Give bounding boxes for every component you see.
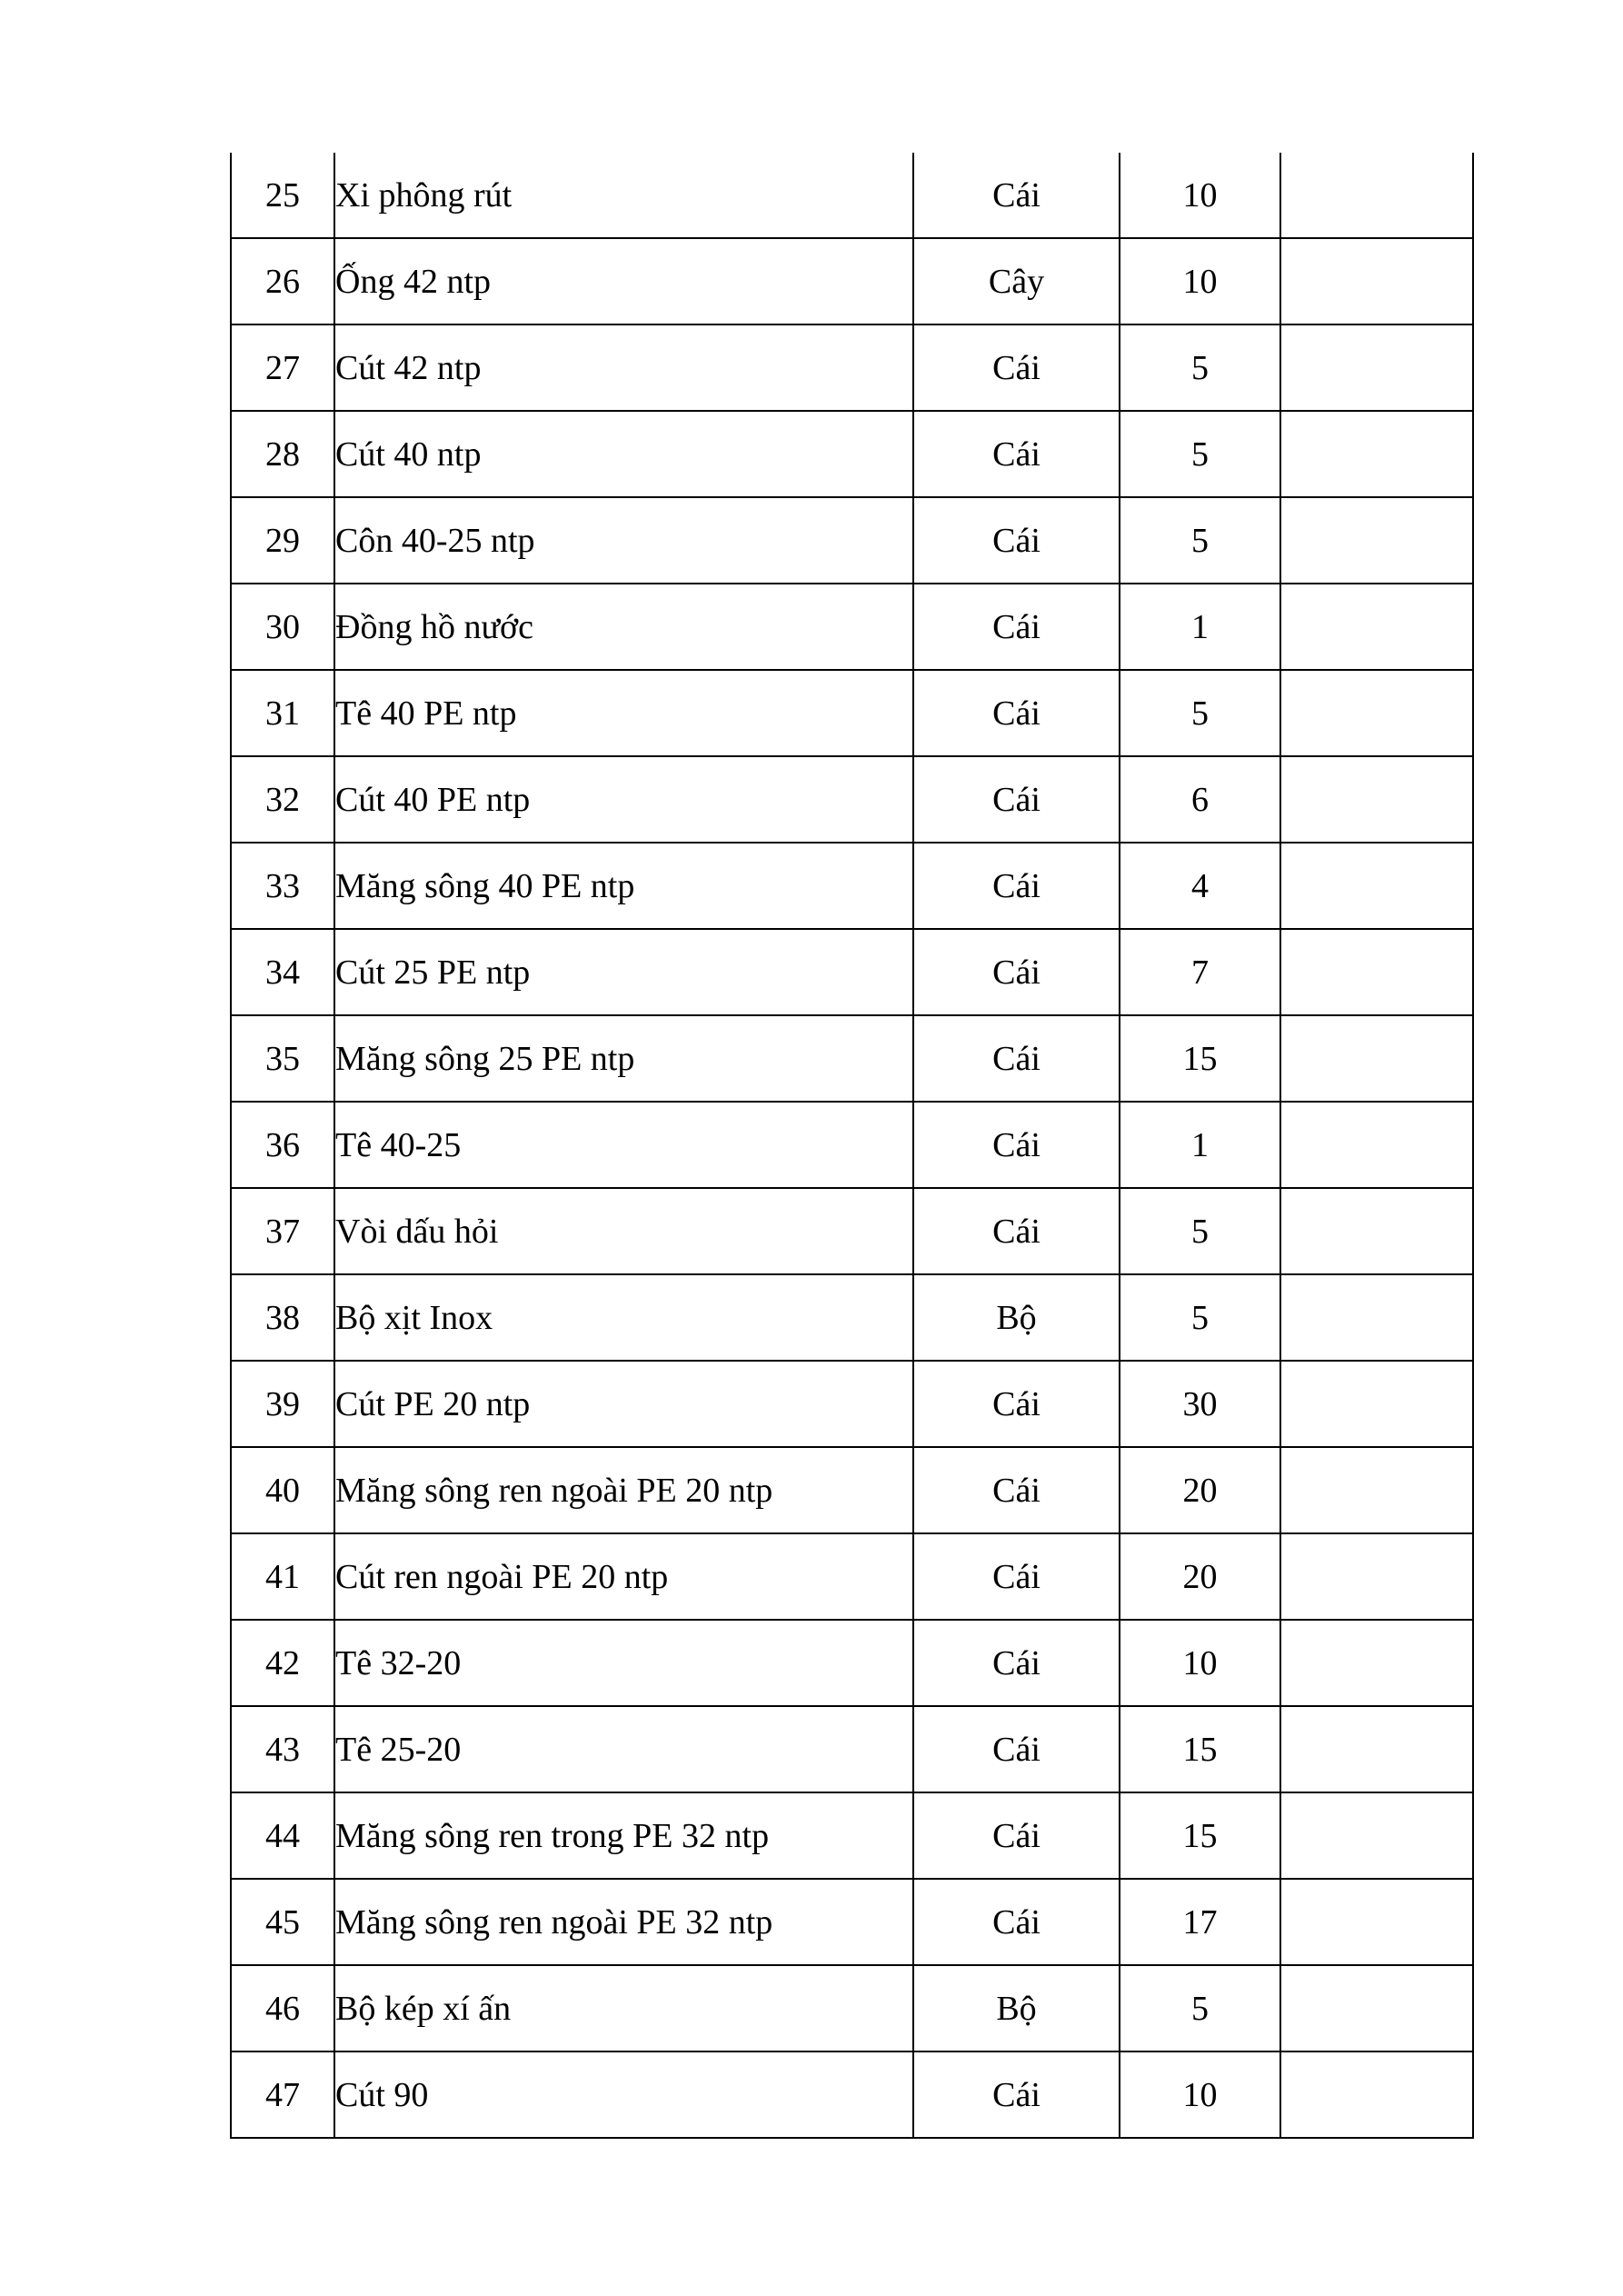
materials-table — [230, 153, 1474, 2139]
item-name-cell: Tê 40-25 — [334, 1102, 913, 1188]
table-row — [231, 238, 1473, 324]
note-cell — [1280, 1102, 1473, 1188]
item-name-cell: Ống 42 ntp — [334, 238, 913, 324]
note-cell — [1280, 756, 1473, 843]
note-cell — [1280, 1620, 1473, 1706]
table-row — [231, 1965, 1473, 2051]
unit-cell: Bộ — [913, 1274, 1120, 1361]
table-row — [231, 324, 1473, 411]
item-name-cell: Cút PE 20 ntp — [334, 1361, 913, 1447]
item-name-cell: Cút 40 PE ntp — [334, 756, 913, 843]
unit-cell: Cái — [913, 324, 1120, 411]
table-row — [231, 756, 1473, 843]
table-row — [231, 1620, 1473, 1706]
note-cell — [1280, 1792, 1473, 1879]
unit-cell: Cái — [913, 1620, 1120, 1706]
quantity-cell: 20 — [1120, 1447, 1280, 1533]
note-cell — [1280, 670, 1473, 756]
quantity-cell: 5 — [1120, 324, 1280, 411]
row-number-cell: 47 — [231, 2051, 334, 2138]
row-number-cell: 36 — [231, 1102, 334, 1188]
quantity-cell: 7 — [1120, 929, 1280, 1015]
unit-cell: Cái — [913, 756, 1120, 843]
quantity-cell: 15 — [1120, 1792, 1280, 1879]
table-row — [231, 153, 1473, 238]
quantity-cell: 10 — [1120, 1620, 1280, 1706]
table-row — [231, 1102, 1473, 1188]
note-cell — [1280, 843, 1473, 929]
row-number-cell: 30 — [231, 584, 334, 670]
unit-cell: Cái — [913, 1706, 1120, 1792]
item-name-cell: Măng sông 40 PE ntp — [334, 843, 913, 929]
item-name-cell: Cút 25 PE ntp — [334, 929, 913, 1015]
row-number-cell: 34 — [231, 929, 334, 1015]
quantity-cell: 5 — [1120, 1965, 1280, 2051]
quantity-cell: 5 — [1120, 497, 1280, 584]
table-row — [231, 670, 1473, 756]
row-number-cell: 35 — [231, 1015, 334, 1102]
table-row — [231, 1533, 1473, 1620]
quantity-cell: 1 — [1120, 1102, 1280, 1188]
unit-cell: Cái — [913, 1361, 1120, 1447]
item-name-cell: Cút 40 ntp — [334, 411, 913, 497]
unit-cell: Cái — [913, 2051, 1120, 2138]
table-row — [231, 584, 1473, 670]
unit-cell: Cái — [913, 1102, 1120, 1188]
note-cell — [1280, 1188, 1473, 1274]
table-row — [231, 1361, 1473, 1447]
quantity-cell: 5 — [1120, 1188, 1280, 1274]
unit-cell: Cái — [913, 843, 1120, 929]
item-name-cell: Đồng hồ nước — [334, 584, 913, 670]
note-cell — [1280, 929, 1473, 1015]
table-row — [231, 1274, 1473, 1361]
item-name-cell: Măng sông 25 PE ntp — [334, 1015, 913, 1102]
row-number-cell: 40 — [231, 1447, 334, 1533]
item-name-cell: Côn 40-25 ntp — [334, 497, 913, 584]
table-row — [231, 1188, 1473, 1274]
unit-cell: Cái — [913, 1879, 1120, 1965]
item-name-cell: Măng sông ren ngoài PE 20 ntp — [334, 1447, 913, 1533]
quantity-cell: 1 — [1120, 584, 1280, 670]
note-cell — [1280, 584, 1473, 670]
row-number-cell: 38 — [231, 1274, 334, 1361]
unit-cell: Cây — [913, 238, 1120, 324]
row-number-cell: 37 — [231, 1188, 334, 1274]
table-row — [231, 1015, 1473, 1102]
table-row — [231, 1879, 1473, 1965]
unit-cell: Cái — [913, 929, 1120, 1015]
table-row — [231, 1706, 1473, 1792]
row-number-cell: 33 — [231, 843, 334, 929]
item-name-cell: Xi phông rút — [334, 153, 913, 238]
table-row — [231, 1447, 1473, 1533]
quantity-cell: 30 — [1120, 1361, 1280, 1447]
item-name-cell: Măng sông ren ngoài PE 32 ntp — [334, 1879, 913, 1965]
item-name-cell: Tê 25-20 — [334, 1706, 913, 1792]
unit-cell: Cái — [913, 411, 1120, 497]
row-number-cell: 29 — [231, 497, 334, 584]
table-row — [231, 843, 1473, 929]
quantity-cell: 5 — [1120, 411, 1280, 497]
row-number-cell: 45 — [231, 1879, 334, 1965]
unit-cell: Cái — [913, 153, 1120, 238]
quantity-cell: 20 — [1120, 1533, 1280, 1620]
note-cell — [1280, 1015, 1473, 1102]
unit-cell: Cái — [913, 1447, 1120, 1533]
item-name-cell: Tê 32-20 — [334, 1620, 913, 1706]
quantity-cell: 5 — [1120, 1274, 1280, 1361]
row-number-cell: 44 — [231, 1792, 334, 1879]
item-name-cell: Tê 40 PE ntp — [334, 670, 913, 756]
note-cell — [1280, 1533, 1473, 1620]
unit-cell: Bộ — [913, 1965, 1120, 2051]
unit-cell: Cái — [913, 1792, 1120, 1879]
note-cell — [1280, 2051, 1473, 2138]
row-number-cell: 46 — [231, 1965, 334, 2051]
note-cell — [1280, 1274, 1473, 1361]
table-row — [231, 2051, 1473, 2138]
item-name-cell: Măng sông ren trong PE 32 ntp — [334, 1792, 913, 1879]
quantity-cell: 15 — [1120, 1015, 1280, 1102]
item-name-cell: Bộ kép xí ấn — [334, 1965, 913, 2051]
quantity-cell: 4 — [1120, 843, 1280, 929]
table-row — [231, 497, 1473, 584]
note-cell — [1280, 1361, 1473, 1447]
quantity-cell: 10 — [1120, 2051, 1280, 2138]
note-cell — [1280, 1447, 1473, 1533]
quantity-cell: 17 — [1120, 1879, 1280, 1965]
note-cell — [1280, 497, 1473, 584]
row-number-cell: 27 — [231, 324, 334, 411]
row-number-cell: 28 — [231, 411, 334, 497]
quantity-cell: 5 — [1120, 670, 1280, 756]
row-number-cell: 41 — [231, 1533, 334, 1620]
unit-cell: Cái — [913, 1533, 1120, 1620]
row-number-cell: 42 — [231, 1620, 334, 1706]
note-cell — [1280, 411, 1473, 497]
item-name-cell: Cút ren ngoài PE 20 ntp — [334, 1533, 913, 1620]
note-cell — [1280, 1965, 1473, 2051]
table-row — [231, 411, 1473, 497]
row-number-cell: 31 — [231, 670, 334, 756]
table-row — [231, 929, 1473, 1015]
quantity-cell: 15 — [1120, 1706, 1280, 1792]
note-cell — [1280, 153, 1473, 238]
unit-cell: Cái — [913, 584, 1120, 670]
unit-cell: Cái — [913, 497, 1120, 584]
row-number-cell: 25 — [231, 153, 334, 238]
quantity-cell: 10 — [1120, 238, 1280, 324]
materials-table-body — [231, 153, 1473, 2138]
note-cell — [1280, 1706, 1473, 1792]
row-number-cell: 32 — [231, 756, 334, 843]
row-number-cell: 43 — [231, 1706, 334, 1792]
quantity-cell: 10 — [1120, 153, 1280, 238]
note-cell — [1280, 238, 1473, 324]
row-number-cell: 39 — [231, 1361, 334, 1447]
item-name-cell: Cút 42 ntp — [334, 324, 913, 411]
unit-cell: Cái — [913, 670, 1120, 756]
unit-cell: Cái — [913, 1188, 1120, 1274]
item-name-cell: Cút 90 — [334, 2051, 913, 2138]
note-cell — [1280, 324, 1473, 411]
row-number-cell: 26 — [231, 238, 334, 324]
table-row — [231, 1792, 1473, 1879]
quantity-cell: 6 — [1120, 756, 1280, 843]
note-cell — [1280, 1879, 1473, 1965]
unit-cell: Cái — [913, 1015, 1120, 1102]
item-name-cell: Bộ xịt Inox — [334, 1274, 913, 1361]
item-name-cell: Vòi dấu hỏi — [334, 1188, 913, 1274]
